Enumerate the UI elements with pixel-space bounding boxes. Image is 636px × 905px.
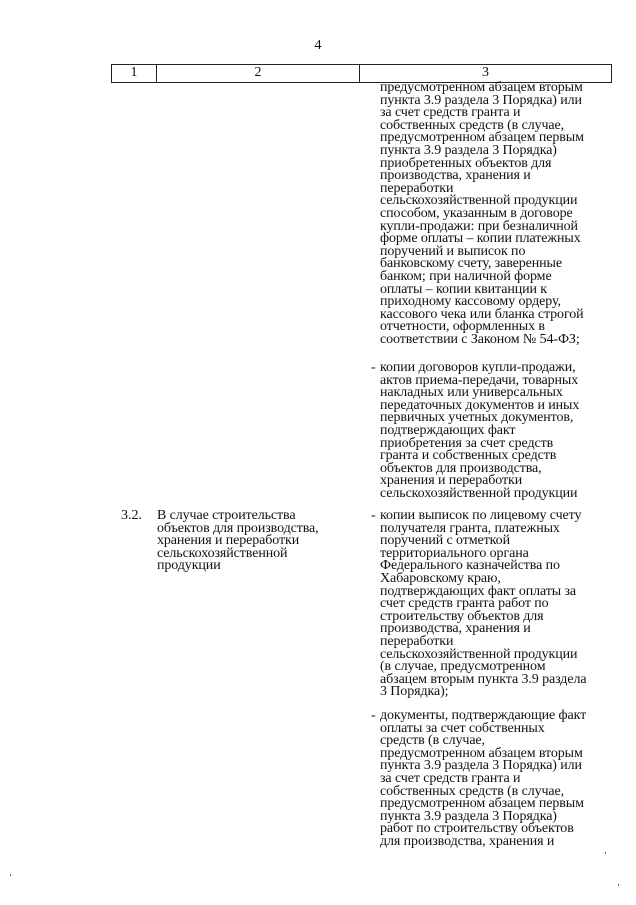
text-line: производства, хранения и <box>380 168 531 184</box>
text-line: купли-продажи: при безналичной <box>380 218 578 234</box>
item-statements <box>371 508 587 700</box>
text-line: собственных средств (в случае, <box>380 117 565 133</box>
text-line: объектов для производства, <box>380 460 542 476</box>
text-line: банком; при наличной форме <box>380 268 552 284</box>
text-line: предусмотренном абзацем вторым <box>380 745 583 761</box>
text-line: сельскохозяйственной <box>157 545 288 561</box>
page-number: 4 <box>314 38 322 53</box>
continuation-text <box>380 82 584 346</box>
text-line: поручений с отметкой <box>380 533 510 549</box>
text-line: пункта 3.9 раздела 3 Порядка) или <box>380 758 582 774</box>
text-line: продукции <box>157 558 221 574</box>
scan-speck <box>10 874 11 876</box>
text-line: собственных средств (в случае, <box>380 783 565 799</box>
section-number: 3.2. <box>121 508 142 523</box>
text-line: кассового чека или бланка строгой <box>380 306 584 322</box>
text-line: передаточных документов и иных <box>380 397 580 413</box>
item-documents <box>371 708 587 849</box>
text-line: сельскохозяйственной продукции <box>380 646 578 662</box>
text-line: за счет средств гранта и <box>380 105 521 121</box>
text-line: форме оплаты – копии платежных <box>380 231 581 247</box>
text-line: приходному кассовому ордеру, <box>380 294 561 310</box>
text-line: актов приема-передачи, товарных <box>380 372 579 388</box>
text-line: документы, подтверждающие факт <box>380 708 587 723</box>
text-line: подтверждающих факт <box>380 422 516 438</box>
text-line: накладных или универсальных <box>380 385 563 401</box>
text-line: копии договоров купли-продажи, <box>380 360 576 375</box>
text-line: пункта 3.9 раздела 3 Порядка) или <box>380 92 582 108</box>
header-col-1: 1 <box>112 65 157 83</box>
item-contracts <box>371 360 580 501</box>
text-line: соответствии с Законом № 54-ФЗ; <box>380 331 580 347</box>
text-line: хранения и переработки <box>380 473 523 489</box>
section-title <box>157 510 319 573</box>
text-line: за счет средств гранта и <box>380 770 521 786</box>
text-line: пункта 3.9 раздела 3 Порядка) <box>380 808 557 824</box>
text-line: сельскохозяйственной продукции <box>380 485 578 501</box>
scan-speck <box>605 852 606 854</box>
list-dash: - <box>371 508 376 523</box>
text-line: приобретения за счет средств <box>380 435 554 451</box>
text-line: производства, хранения и <box>380 621 531 637</box>
text-line: переработки <box>380 180 454 196</box>
text-line: первичных учетных документов, <box>380 410 574 426</box>
text-line: 3 Порядка); <box>380 684 449 700</box>
scan-speck <box>618 884 619 886</box>
text-line: отчетности, оформленных в <box>380 319 545 335</box>
text-line: гранта и собственных средств <box>380 448 557 464</box>
text-line: хранения и переработки <box>157 533 300 549</box>
text-line: банковскому счету, заверенные <box>380 256 562 272</box>
text-line: В случае строительства <box>157 508 296 523</box>
text-line: оплаты за счет собственных <box>380 720 545 736</box>
text-line: переработки <box>380 633 454 649</box>
text-line: предусмотренном абзацем первым <box>380 130 584 146</box>
text-line: абзацем вторым пункта 3.9 раздела <box>380 671 587 687</box>
text-line: предусмотренном абзацем вторым <box>380 80 583 95</box>
header-col-3: 3 <box>360 65 612 83</box>
text-line: оплаты – копии квитанции к <box>380 281 547 297</box>
text-line: Федерального казначейства по <box>380 558 560 574</box>
text-line: поручений и выписок по <box>380 243 526 259</box>
text-line: (в случае, предусмотренном <box>380 659 546 675</box>
list-dash: - <box>371 708 376 723</box>
text-line: для производства, хранения и <box>380 833 555 849</box>
text-line: предусмотренном абзацем первым <box>380 796 584 812</box>
text-line: приобретенных объектов для <box>380 155 552 171</box>
header-col-2: 2 <box>157 65 360 83</box>
text-line: работ по строительству объектов <box>380 821 574 837</box>
text-line: подтверждающих факт оплаты за <box>380 583 577 599</box>
text-line: средств (в случае, <box>380 733 485 749</box>
text-line: Хабаровскому краю, <box>380 570 501 586</box>
text-line: счет средств гранта работ по <box>380 596 549 612</box>
text-line: получателя гранта, платежных <box>380 520 560 536</box>
text-line: способом, указанным в договоре <box>380 205 573 221</box>
list-dash: - <box>371 360 376 375</box>
text-line: копии выписок по лицевому счету <box>380 508 582 523</box>
text-line: объектов для производства, <box>157 520 319 536</box>
text-line: территориального органа <box>380 545 529 561</box>
text-line: строительству объектов для <box>380 608 544 624</box>
text-line: сельскохозяйственной продукции <box>380 193 578 209</box>
text-line: пункта 3.9 раздела 3 Порядка) <box>380 142 557 158</box>
